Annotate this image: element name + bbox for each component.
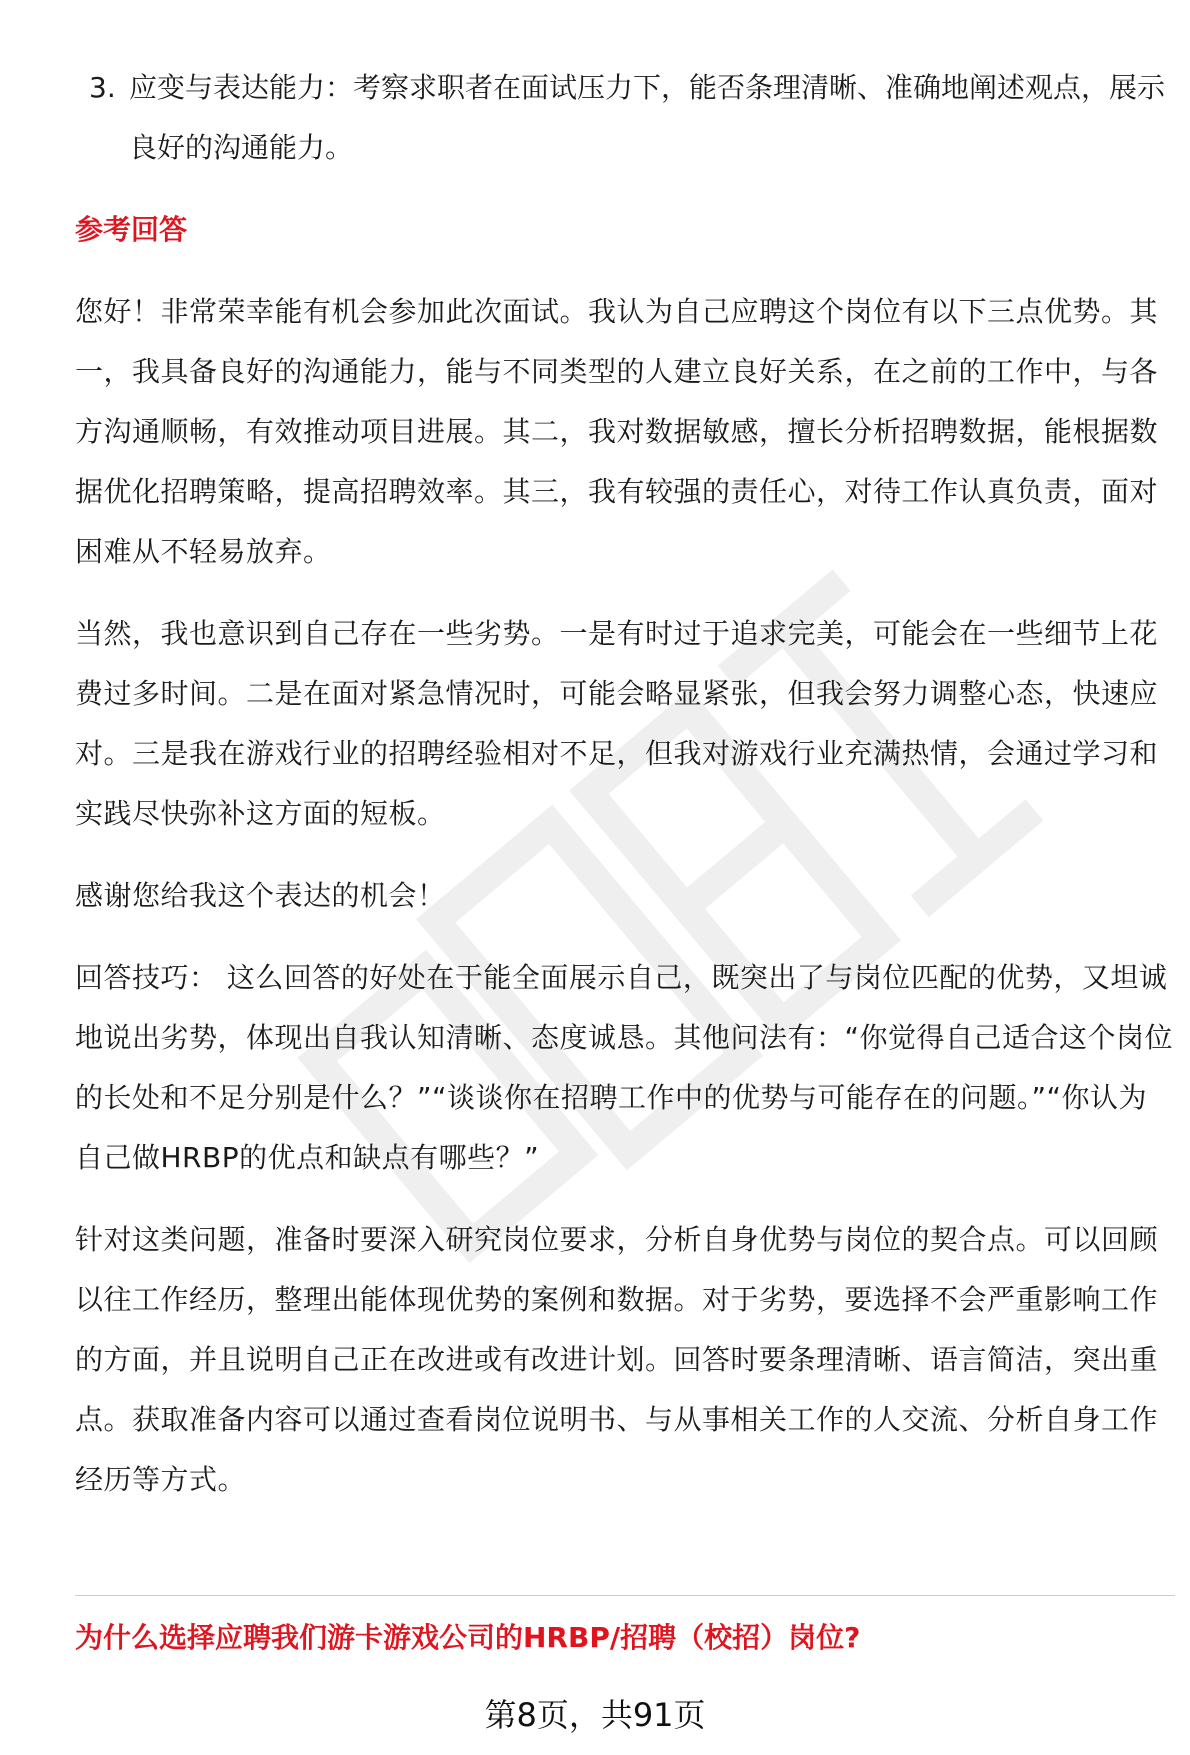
tips-paragraph-1: 回答技巧： 这么回答的好处在于能全面展示自己，既突出了与岗位匹配的优势，又坦诚地说出劣势，体现出自我认知清晰、态度诚恳。其他问法有：“你觉得自己适合这个岗位的长处和不足分别是什么？”“谈谈你在招聘工作中的优势与可能存在的问题。”“你认为自己做HRBP的优点和缺点有哪些？” <box>75 961 1174 1174</box>
tips-paragraph-2: 针对这类问题，准备时要深入研究岗位要求，分析自身优势与岗位的契合点。可以回顾以往工作经历，整理出能体现优势的案例和数据。对于劣势，要选择不会严重影响工作的方面，并且说明自己正在改进或有改进计划。回答时要条理清晰、语言简洁，突出重点。获取准备内容可以通过查看岗位说明书、与从事相关工作的人交流、分析自身工作经历等方式。 <box>75 1223 1159 1496</box>
answer-heading: 参考回答 <box>75 213 188 246</box>
answer-paragraph-1: 您好！非常荣幸能有机会参加此次面试。我认为自己应聘这个岗位有以下三点优势。其一，我具备良好的沟通能力，能与不同类型的人建立良好关系，在之前的工作中，与各方沟通顺畅，有效推动项目进展。其二，我对数据敏感，擅长分析招聘数据，能根据数据优化招聘策略，提高招聘效率。其三，我有较强的责任心，对待工作认真负责，面对困难从不轻易放弃。 <box>75 295 1159 568</box>
answer-paragraph-3: 感谢您给我这个表达的机会！ <box>75 879 446 912</box>
section-divider <box>75 1595 1175 1596</box>
page-footer: 第8页，共91页 <box>484 1696 706 1734</box>
document-body <box>75 58 1175 1510</box>
answer-paragraph-2: 当然，我也意识到自己存在一些劣势。一是有时过于追求完美，可能会在一些细节上花费过多时间。二是在面对紧急情况时，可能会略显紧张，但我会努力调整心态，快速应对。三是我在游戏行业的招聘经验相对不足，但我对游戏行业充满热情，会通过学习和实践尽快弥补这方面的短板。 <box>75 617 1159 830</box>
list-number: 3. <box>89 71 116 104</box>
list-text: 应变与表达能力：考察求职者在面试压力下，能否条理清晰、准确地阐述观点，展示良好的沟通能力。 <box>129 71 1166 164</box>
list-item-3 <box>75 58 1175 178</box>
next-question-heading: 为什么选择应聘我们游卡游戏公司的HRBP/招聘（校招）岗位? <box>75 1621 861 1654</box>
